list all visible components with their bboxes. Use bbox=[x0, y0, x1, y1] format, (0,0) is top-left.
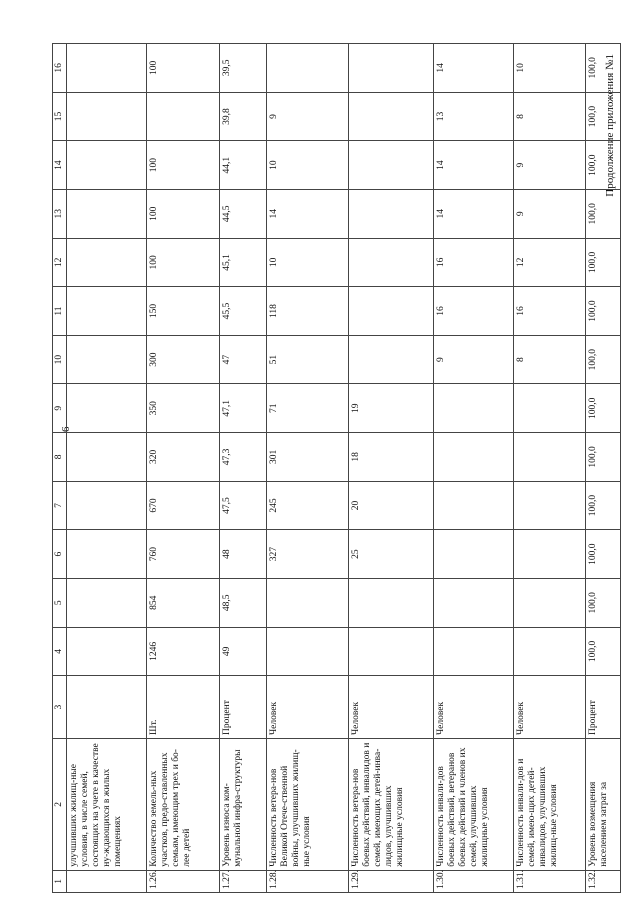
value-cell: 350 bbox=[146, 384, 219, 433]
row-number-cell: 1.26. bbox=[146, 870, 219, 892]
unit-cell: Человек bbox=[348, 676, 433, 739]
value-cell bbox=[266, 44, 348, 93]
value-cell: 14 bbox=[266, 189, 348, 238]
value-cell: 100,0 bbox=[585, 627, 620, 676]
value-cell bbox=[433, 578, 513, 627]
value-cell: 9 bbox=[433, 335, 513, 384]
value-cell: 150 bbox=[146, 287, 219, 336]
value-cell: 14 bbox=[433, 44, 513, 93]
row-number-cell: 1.32. bbox=[585, 870, 620, 892]
value-cell: 760 bbox=[146, 530, 219, 579]
value-cell: 9 bbox=[513, 189, 585, 238]
unit-cell: Человек bbox=[266, 676, 348, 739]
value-cell bbox=[146, 92, 219, 141]
header-cell: 9 bbox=[53, 384, 67, 433]
value-cell bbox=[66, 578, 146, 627]
indicator-name-cell: Численность инвали-дов и семей, имею-щих детей-инвалидов, улучшивших жилищ-ные условия bbox=[513, 739, 585, 871]
value-cell bbox=[348, 627, 433, 676]
header-cell: 4 bbox=[53, 627, 67, 676]
value-cell: 100,0 bbox=[585, 384, 620, 433]
value-cell: 47,3 bbox=[219, 433, 266, 482]
header-cell: 12 bbox=[53, 238, 67, 287]
value-cell: 25 bbox=[348, 530, 433, 579]
header-cell: 7 bbox=[53, 481, 67, 530]
value-cell bbox=[66, 141, 146, 190]
row-number-cell: 1.30. bbox=[433, 870, 513, 892]
value-cell: 327 bbox=[266, 530, 348, 579]
value-cell: 100,0 bbox=[585, 530, 620, 579]
indicator-name-cell: Численность инвали-дов боевых действий, ветеранов боевых действий и членов их семей, улучшивших жилищные условия bbox=[433, 739, 513, 871]
value-cell bbox=[348, 189, 433, 238]
value-cell bbox=[433, 433, 513, 482]
value-cell: 100,0 bbox=[585, 481, 620, 530]
value-cell: 10 bbox=[513, 44, 585, 93]
value-cell: 48 bbox=[219, 530, 266, 579]
indicator-name-cell: Численность ветера-нов Великой Отече-ственной войны, улучшивших жилищ-ные условия bbox=[266, 739, 348, 871]
value-cell: 670 bbox=[146, 481, 219, 530]
table-row bbox=[513, 44, 585, 893]
value-cell: 100,0 bbox=[585, 238, 620, 287]
header-cell: 2 bbox=[53, 739, 67, 871]
header-cell: 1 bbox=[53, 870, 67, 892]
unit-cell: Человек bbox=[433, 676, 513, 739]
value-cell: 100 bbox=[146, 238, 219, 287]
value-cell: 1246 bbox=[146, 627, 219, 676]
value-cell bbox=[66, 384, 146, 433]
table-row bbox=[348, 44, 433, 893]
value-cell: 118 bbox=[266, 287, 348, 336]
value-cell bbox=[66, 287, 146, 336]
value-cell bbox=[348, 578, 433, 627]
value-cell: 100,0 bbox=[585, 578, 620, 627]
header-cell: 16 bbox=[53, 44, 67, 93]
value-cell bbox=[513, 433, 585, 482]
value-cell: 9 bbox=[513, 141, 585, 190]
value-cell bbox=[348, 238, 433, 287]
value-cell: 47,5 bbox=[219, 481, 266, 530]
indicator-name-cell: Уровень износа ком-мунальной инфра-структуры bbox=[219, 739, 266, 871]
value-cell bbox=[348, 335, 433, 384]
value-cell bbox=[66, 44, 146, 93]
value-cell: 100 bbox=[146, 189, 219, 238]
indicator-name-cell: Количество земель-ных участков, предо-ставленных семьям, имеющим трех и бо-лее детей bbox=[146, 739, 219, 871]
value-cell: 48,5 bbox=[219, 578, 266, 627]
value-cell: 854 bbox=[146, 578, 219, 627]
value-cell bbox=[513, 578, 585, 627]
value-cell bbox=[513, 481, 585, 530]
value-cell: 100,0 bbox=[585, 335, 620, 384]
value-cell: 45,1 bbox=[219, 238, 266, 287]
value-cell: 8 bbox=[513, 335, 585, 384]
page-number: 6 bbox=[60, 426, 72, 432]
value-cell bbox=[433, 384, 513, 433]
value-cell bbox=[266, 627, 348, 676]
value-cell bbox=[66, 530, 146, 579]
continuation-heading: Продолжение приложения №1 bbox=[604, 54, 616, 197]
row-number-cell bbox=[66, 870, 146, 892]
table-row bbox=[219, 44, 266, 893]
table-row bbox=[66, 44, 146, 893]
row-number-cell: 1.31. bbox=[513, 870, 585, 892]
header-row bbox=[53, 44, 67, 893]
value-cell bbox=[66, 189, 146, 238]
value-cell: 100,0 bbox=[585, 433, 620, 482]
rotated-table-wrapper bbox=[52, 43, 621, 893]
value-cell: 39,8 bbox=[219, 92, 266, 141]
header-cell: 14 bbox=[53, 141, 67, 190]
table-row bbox=[266, 44, 348, 893]
unit-cell bbox=[66, 676, 146, 739]
value-cell bbox=[66, 481, 146, 530]
value-cell: 18 bbox=[348, 433, 433, 482]
value-cell: 10 bbox=[266, 141, 348, 190]
value-cell: 12 bbox=[513, 238, 585, 287]
value-cell bbox=[433, 627, 513, 676]
header-cell: 8 bbox=[53, 433, 67, 482]
value-cell: 14 bbox=[433, 189, 513, 238]
value-cell bbox=[66, 92, 146, 141]
value-cell bbox=[66, 433, 146, 482]
value-cell: 13 bbox=[433, 92, 513, 141]
value-cell bbox=[433, 481, 513, 530]
unit-cell: Шт. bbox=[146, 676, 219, 739]
value-cell bbox=[66, 335, 146, 384]
value-cell: 245 bbox=[266, 481, 348, 530]
header-cell: 15 bbox=[53, 92, 67, 141]
indicator-name-cell: улучшивших жилищ-ные условия, в числе семей, состоящих на учете в качестве ну-ждающихся в жилых помещениях bbox=[66, 739, 146, 871]
value-cell: 71 bbox=[266, 384, 348, 433]
value-cell: 301 bbox=[266, 433, 348, 482]
value-cell bbox=[348, 287, 433, 336]
value-cell bbox=[66, 238, 146, 287]
row-number-cell: 1.27. bbox=[219, 870, 266, 892]
unit-cell: Процент bbox=[585, 676, 620, 739]
indicator-name-cell: Уровень возмещения населением затрат за bbox=[585, 739, 620, 871]
value-cell: 9 bbox=[266, 92, 348, 141]
value-cell: 100 bbox=[146, 44, 219, 93]
header-cell: 6 bbox=[53, 530, 67, 579]
header-cell: 3 bbox=[53, 676, 67, 739]
value-cell: 8 bbox=[513, 92, 585, 141]
value-cell: 14 bbox=[433, 141, 513, 190]
unit-cell: Процент bbox=[219, 676, 266, 739]
value-cell: 47 bbox=[219, 335, 266, 384]
value-cell: 45,5 bbox=[219, 287, 266, 336]
unit-cell: Человек bbox=[513, 676, 585, 739]
table-row bbox=[433, 44, 513, 893]
header-cell: 5 bbox=[53, 578, 67, 627]
value-cell: 51 bbox=[266, 335, 348, 384]
value-cell bbox=[348, 92, 433, 141]
value-cell: 47,1 bbox=[219, 384, 266, 433]
value-cell: 19 bbox=[348, 384, 433, 433]
value-cell: 100,0 bbox=[585, 92, 620, 141]
value-cell: 10 bbox=[266, 238, 348, 287]
value-cell bbox=[266, 578, 348, 627]
value-cell bbox=[348, 44, 433, 93]
value-cell: 100 bbox=[146, 141, 219, 190]
row-number-cell: 1.29. bbox=[348, 870, 433, 892]
value-cell bbox=[348, 141, 433, 190]
value-cell: 320 bbox=[146, 433, 219, 482]
indicators-table bbox=[52, 43, 621, 893]
header-cell: 11 bbox=[53, 287, 67, 336]
table-row bbox=[585, 44, 620, 893]
value-cell: 16 bbox=[513, 287, 585, 336]
indicator-name-cell: Численность ветера-нов боевых действий, инвалидов и семей, имеющих детей-инва-лидов, улучшивших жилищные условия bbox=[348, 739, 433, 871]
value-cell: 100,0 bbox=[585, 287, 620, 336]
value-cell: 20 bbox=[348, 481, 433, 530]
table-row bbox=[146, 44, 219, 893]
value-cell: 39,5 bbox=[219, 44, 266, 93]
value-cell bbox=[513, 530, 585, 579]
value-cell: 49 bbox=[219, 627, 266, 676]
row-number-cell: 1.28. bbox=[266, 870, 348, 892]
value-cell: 300 bbox=[146, 335, 219, 384]
value-cell: 44,5 bbox=[219, 189, 266, 238]
value-cell bbox=[66, 627, 146, 676]
value-cell: 100,0 bbox=[585, 189, 620, 238]
value-cell bbox=[513, 627, 585, 676]
value-cell: 44,1 bbox=[219, 141, 266, 190]
value-cell bbox=[433, 530, 513, 579]
value-cell: 16 bbox=[433, 238, 513, 287]
header-cell: 13 bbox=[53, 189, 67, 238]
value-cell: 16 bbox=[433, 287, 513, 336]
value-cell: 100,0 bbox=[585, 141, 620, 190]
value-cell bbox=[513, 384, 585, 433]
value-cell: 100,0 bbox=[585, 44, 620, 93]
header-cell: 10 bbox=[53, 335, 67, 384]
